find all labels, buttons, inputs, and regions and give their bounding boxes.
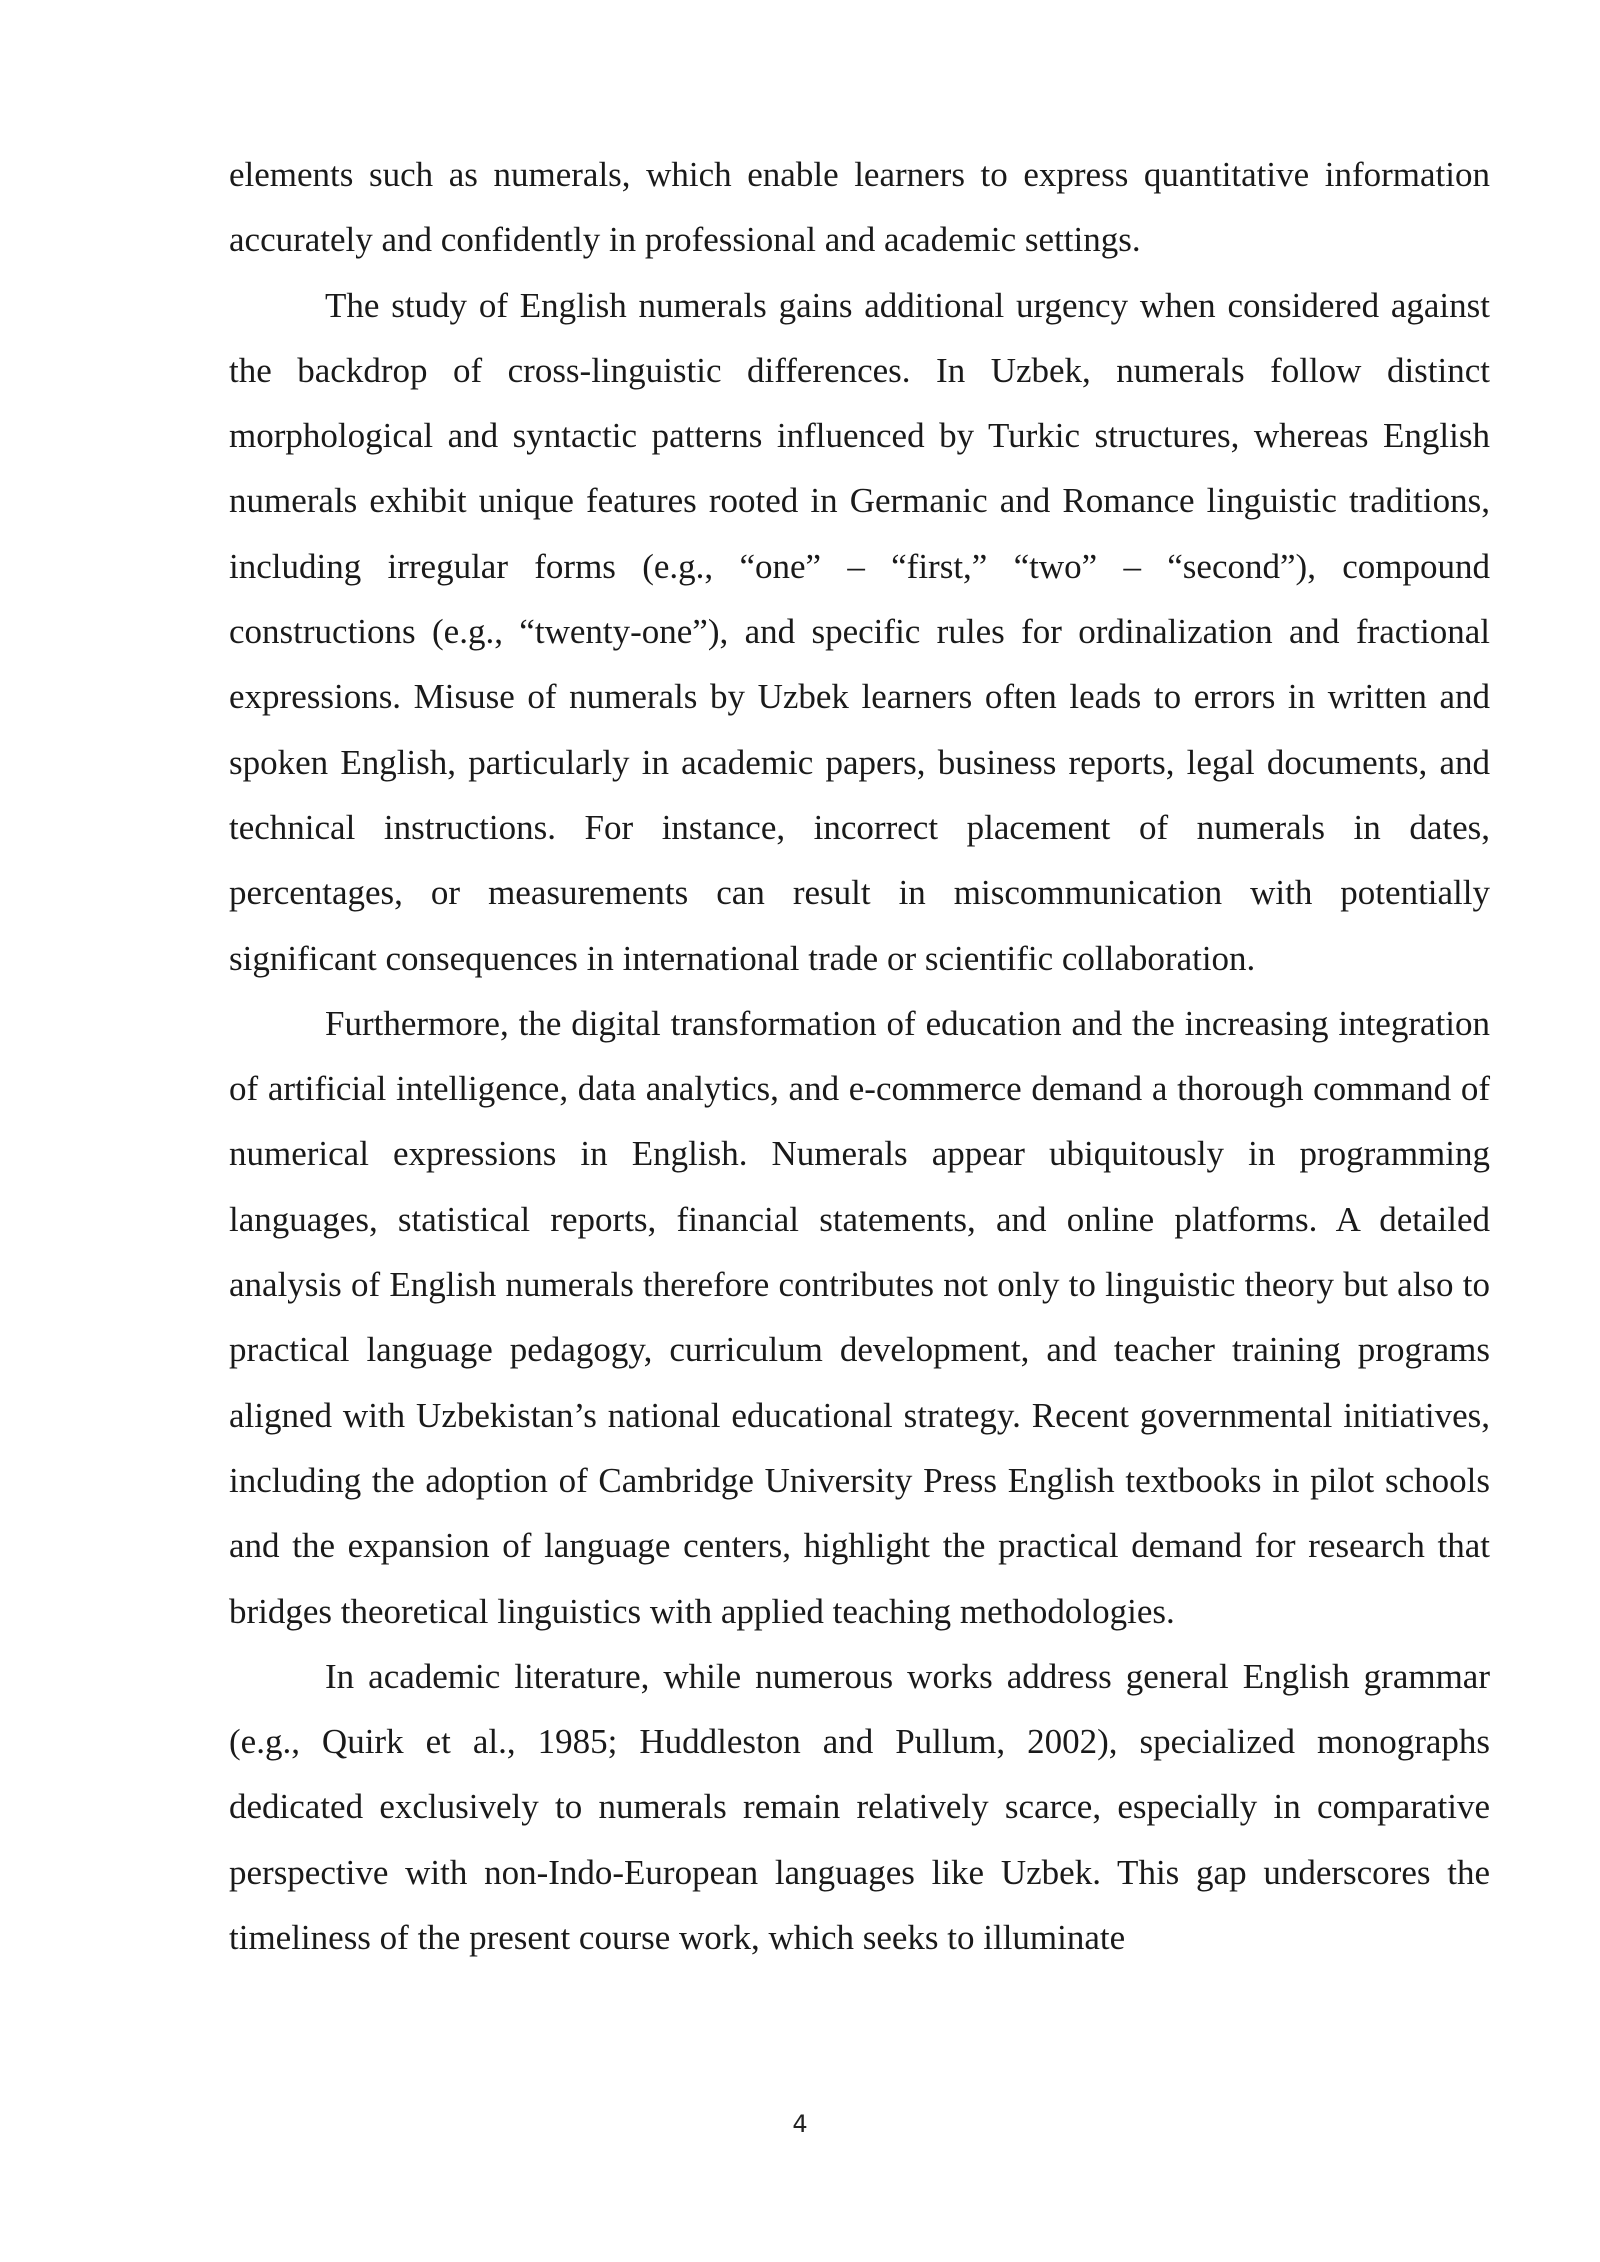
page-number: 4 xyxy=(792,2110,808,2138)
paragraph-continued: elements such as numerals, which enable learners to express quantitative information accurately and confidently in professional and academic settings. xyxy=(229,155,1490,260)
paragraph-cross-linguistic: The study of English numerals gains additional urgency when considered against the backdrop of cross-linguistic differences. In Uzbek, numerals follow distinct morphological and syntactic patterns influenced by Turkic structures, whereas English numerals exhibit unique features rooted in Germanic and Romance linguistic traditions, including irregular forms (e.g., “one” – “first,” “two” – “second”), compound constructions (e.g., “twenty-one”), and specific rules for ordinalization and fractional expressions. Misuse of numerals by Uzbek learners often leads to errors in written and spoken English, particularly in academic papers, business reports, legal documents, and technical instructions. For instance, incorrect placement of numerals in dates, percentages, or measurements can result in miscommunication with potentially significant consequences in international trade or scientific collaboration. xyxy=(229,285,1490,978)
paragraph-academic-literature: In academic literature, while numerous works address general English grammar (e.g., Quirk et al., 1985; Huddleston and Pullum, 2002), specialized monographs dedicated exclusively to numerals remain relatively scarce, especially in comparative perspective with non-Indo-European languages like Uzbek. This gap underscores the timeliness of the present course work, which seeks to illuminate xyxy=(229,1656,1490,1958)
paragraph-digital-transformation: Furthermore, the digital transformation of education and the increasing integration of artificial intelligence, data analytics, and e-commerce demand a thorough command of numerical expressions in English. Numerals appear ubiquitously in programming languages, statistical reports, financial statements, and online platforms. A detailed analysis of English numerals therefore contributes not only to linguistic theory but also to practical language pedagogy, curriculum development, and teacher training programs aligned with Uzbekistan’s national educational strategy. Recent governmental initiatives, including the adoption of Cambridge University Press English textbooks in pilot schools and the expansion of language centers, highlight the practical demand for research that bridges theoretical linguistics with applied teaching methodologies. xyxy=(229,1003,1490,1631)
body-text xyxy=(229,142,1490,1970)
